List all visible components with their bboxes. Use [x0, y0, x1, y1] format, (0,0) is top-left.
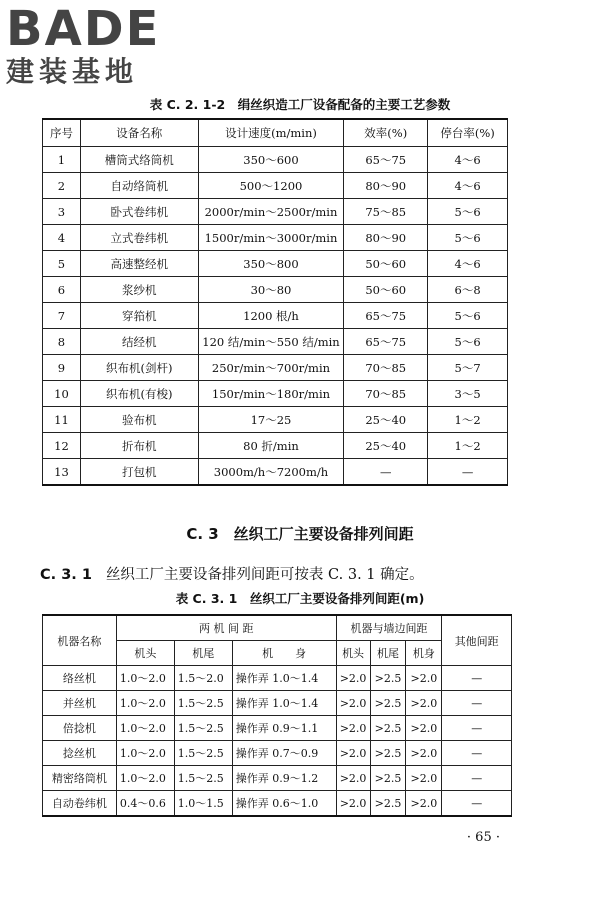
- table-cell: 高速整经机: [80, 251, 198, 277]
- table-cell: 7: [43, 303, 81, 329]
- table2-header-cell: 机尾: [370, 641, 406, 666]
- table-row: [43, 355, 508, 381]
- table2-header-cell: 机器与墙边间距: [336, 615, 442, 641]
- table-cell: 5～7: [428, 355, 508, 381]
- page-number: · 65 ·: [466, 830, 500, 845]
- table-cell: 25～40: [344, 433, 428, 459]
- table-row: [43, 716, 512, 741]
- table-cell: 捻丝机: [43, 741, 117, 766]
- table-cell: >2.5: [370, 666, 406, 691]
- table-cell: >2.0: [336, 666, 370, 691]
- table2-header-cell: 机尾: [174, 641, 232, 666]
- table-cell: 80～90: [344, 225, 428, 251]
- table-row: [43, 766, 512, 791]
- table-cell: 1～2: [428, 407, 508, 433]
- table-cell: 1.0～2.0: [116, 741, 174, 766]
- table-cell: 1.0～2.0: [116, 666, 174, 691]
- table-cell: 自动卷纬机: [43, 791, 117, 817]
- table-row: [43, 199, 508, 225]
- table-row: [43, 459, 508, 486]
- table-cell: 3: [43, 199, 81, 225]
- table-row: [43, 691, 512, 716]
- table-cell: 25～40: [344, 407, 428, 433]
- table-cell: 操作弄 0.6～1.0: [232, 791, 336, 817]
- table-cell: 1500r/min～3000r/min: [198, 225, 344, 251]
- table-cell: >2.0: [336, 691, 370, 716]
- process-parameters-table: [42, 118, 508, 486]
- table-cell: 5～6: [428, 225, 508, 251]
- table-cell: >2.5: [370, 691, 406, 716]
- logo-main-text: BADE: [6, 1, 161, 57]
- table-cell: 倍捻机: [43, 716, 117, 741]
- logo-sub-text: 建装基地: [6, 55, 139, 88]
- table-cell: 2: [43, 173, 81, 199]
- table-row: [43, 277, 508, 303]
- table2-header-cell: 其他间距: [442, 615, 512, 666]
- table-cell: 0.4～0.6: [116, 791, 174, 817]
- table-cell: 1.5～2.5: [174, 716, 232, 741]
- table-cell: >2.0: [406, 691, 442, 716]
- table2-header-cell: 机器名称: [43, 615, 117, 666]
- table-cell: 1: [43, 147, 81, 173]
- table-row: [43, 407, 508, 433]
- table2-header-cell: 机头: [116, 641, 174, 666]
- table-cell: 结经机: [80, 329, 198, 355]
- table-row: [43, 741, 512, 766]
- table2-header-cell: 两 机 间 距: [116, 615, 336, 641]
- table-cell: 打包机: [80, 459, 198, 486]
- table-cell: 1.5～2.0: [174, 666, 232, 691]
- table-cell: 并丝机: [43, 691, 117, 716]
- table1-header-cell: 设计速度(m/min): [198, 119, 344, 147]
- table-cell: 11: [43, 407, 81, 433]
- table-cell: 70～85: [344, 355, 428, 381]
- table-row: [43, 303, 508, 329]
- table-cell: 1.5～2.5: [174, 691, 232, 716]
- table-cell: 槽筒式络筒机: [80, 147, 198, 173]
- table-cell: 自动络筒机: [80, 173, 198, 199]
- table-cell: —: [442, 766, 512, 791]
- table-row: [43, 433, 508, 459]
- table-cell: 65～75: [344, 303, 428, 329]
- table-cell: 50～60: [344, 277, 428, 303]
- clause-number: C. 3. 1: [40, 567, 92, 583]
- table1-header-cell: 停台率(%): [428, 119, 508, 147]
- table-cell: 操作弄 0.9～1.1: [232, 716, 336, 741]
- table-cell: 立式卷纬机: [80, 225, 198, 251]
- table2-caption: 表 C. 3. 1 丝织工厂主要设备排列间距(m): [175, 591, 425, 606]
- table2-header-cell: 机身: [406, 641, 442, 666]
- table-cell: >2.5: [370, 716, 406, 741]
- table-row: [43, 147, 508, 173]
- table2-header-cell: 机头: [336, 641, 370, 666]
- table-cell: 350～600: [198, 147, 344, 173]
- table-row: [43, 666, 512, 691]
- table1-header-row: [43, 119, 508, 147]
- table-cell: 浆纱机: [80, 277, 198, 303]
- table-cell: >2.0: [336, 766, 370, 791]
- table-cell: 织布机(有梭): [80, 381, 198, 407]
- table-cell: 操作弄 1.0～1.4: [232, 691, 336, 716]
- table-cell: >2.0: [336, 716, 370, 741]
- table-cell: 1.5～2.5: [174, 766, 232, 791]
- table-row: [43, 173, 508, 199]
- table-cell: 70～85: [344, 381, 428, 407]
- table-cell: >2.0: [336, 741, 370, 766]
- table-cell: 1.0～2.0: [116, 766, 174, 791]
- table-cell: 250r/min～700r/min: [198, 355, 344, 381]
- table-cell: 精密络筒机: [43, 766, 117, 791]
- logo: [6, 1, 186, 88]
- table-cell: 操作弄 0.7～0.9: [232, 741, 336, 766]
- table-cell: 卧式卷纬机: [80, 199, 198, 225]
- table-cell: —: [442, 666, 512, 691]
- table-cell: 1.0～2.0: [116, 716, 174, 741]
- table-cell: 13: [43, 459, 81, 486]
- table-cell: 1.5～2.5: [174, 741, 232, 766]
- equipment-spacing-table: [42, 614, 512, 817]
- table-cell: 4: [43, 225, 81, 251]
- table-cell: >2.0: [336, 791, 370, 817]
- table-cell: 4～6: [428, 147, 508, 173]
- table-cell: 75～85: [344, 199, 428, 225]
- table-cell: 2000r/min～2500r/min: [198, 199, 344, 225]
- table-cell: 65～75: [344, 147, 428, 173]
- table-cell: >2.5: [370, 741, 406, 766]
- table-cell: 65～75: [344, 329, 428, 355]
- table-cell: 5: [43, 251, 81, 277]
- table-cell: 4～6: [428, 173, 508, 199]
- table-cell: 3000m/h～7200m/h: [198, 459, 344, 486]
- table-cell: —: [344, 459, 428, 486]
- table2-header-cell: 机 身: [232, 641, 336, 666]
- table-cell: 50～60: [344, 251, 428, 277]
- table-cell: >2.0: [406, 741, 442, 766]
- table-cell: 3～5: [428, 381, 508, 407]
- table-cell: >2.0: [406, 666, 442, 691]
- table-cell: 1200 根/h: [198, 303, 344, 329]
- table-cell: 折布机: [80, 433, 198, 459]
- table-row: [43, 225, 508, 251]
- table-cell: 30～80: [198, 277, 344, 303]
- clause-text: 丝织工厂主要设备排列间距可按表 C. 3. 1 确定。: [105, 567, 424, 583]
- table1-caption: 表 C. 2. 1-2 绢丝织造工厂设备配备的主要工艺参数: [149, 97, 451, 112]
- section-heading: C. 3 丝织工厂主要设备排列间距: [186, 525, 414, 543]
- table-cell: 穿筘机: [80, 303, 198, 329]
- table-cell: 1.0～1.5: [174, 791, 232, 817]
- table-cell: >2.5: [370, 766, 406, 791]
- table-row: [43, 791, 512, 817]
- table-cell: —: [442, 691, 512, 716]
- clause-paragraph: [40, 563, 424, 584]
- table-cell: 操作弄 0.9～1.2: [232, 766, 336, 791]
- table-cell: 6: [43, 277, 81, 303]
- table-cell: —: [442, 716, 512, 741]
- table-cell: 5～6: [428, 303, 508, 329]
- table-cell: 10: [43, 381, 81, 407]
- table-cell: >2.0: [406, 766, 442, 791]
- table-row: [43, 329, 508, 355]
- table-row: [43, 381, 508, 407]
- table-cell: —: [428, 459, 508, 486]
- table-cell: 12: [43, 433, 81, 459]
- table-cell: —: [442, 791, 512, 817]
- table-cell: 络丝机: [43, 666, 117, 691]
- table2-header-row: [43, 615, 512, 641]
- table-cell: 5～6: [428, 329, 508, 355]
- table-cell: 验布机: [80, 407, 198, 433]
- table-cell: 80～90: [344, 173, 428, 199]
- table1-header-cell: 设备名称: [80, 119, 198, 147]
- table-cell: >2.0: [406, 791, 442, 817]
- table-cell: 5～6: [428, 199, 508, 225]
- table1-header-cell: 序号: [43, 119, 81, 147]
- table-cell: 500～1200: [198, 173, 344, 199]
- table-cell: 6～8: [428, 277, 508, 303]
- table-cell: 120 结/min～550 结/min: [198, 329, 344, 355]
- table-cell: 1.0～2.0: [116, 691, 174, 716]
- table-cell: 4～6: [428, 251, 508, 277]
- table-cell: 80 折/min: [198, 433, 344, 459]
- table-cell: —: [442, 741, 512, 766]
- table-cell: 1～2: [428, 433, 508, 459]
- table-cell: 350～800: [198, 251, 344, 277]
- table-cell: 操作弄 1.0～1.4: [232, 666, 336, 691]
- table-cell: 织布机(剑杆): [80, 355, 198, 381]
- table-cell: >2.0: [406, 716, 442, 741]
- table-cell: 8: [43, 329, 81, 355]
- table1-header-cell: 效率(%): [344, 119, 428, 147]
- table-cell: 9: [43, 355, 81, 381]
- table-cell: >2.5: [370, 791, 406, 817]
- table-row: [43, 251, 508, 277]
- table-cell: 150r/min～180r/min: [198, 381, 344, 407]
- table-cell: 17～25: [198, 407, 344, 433]
